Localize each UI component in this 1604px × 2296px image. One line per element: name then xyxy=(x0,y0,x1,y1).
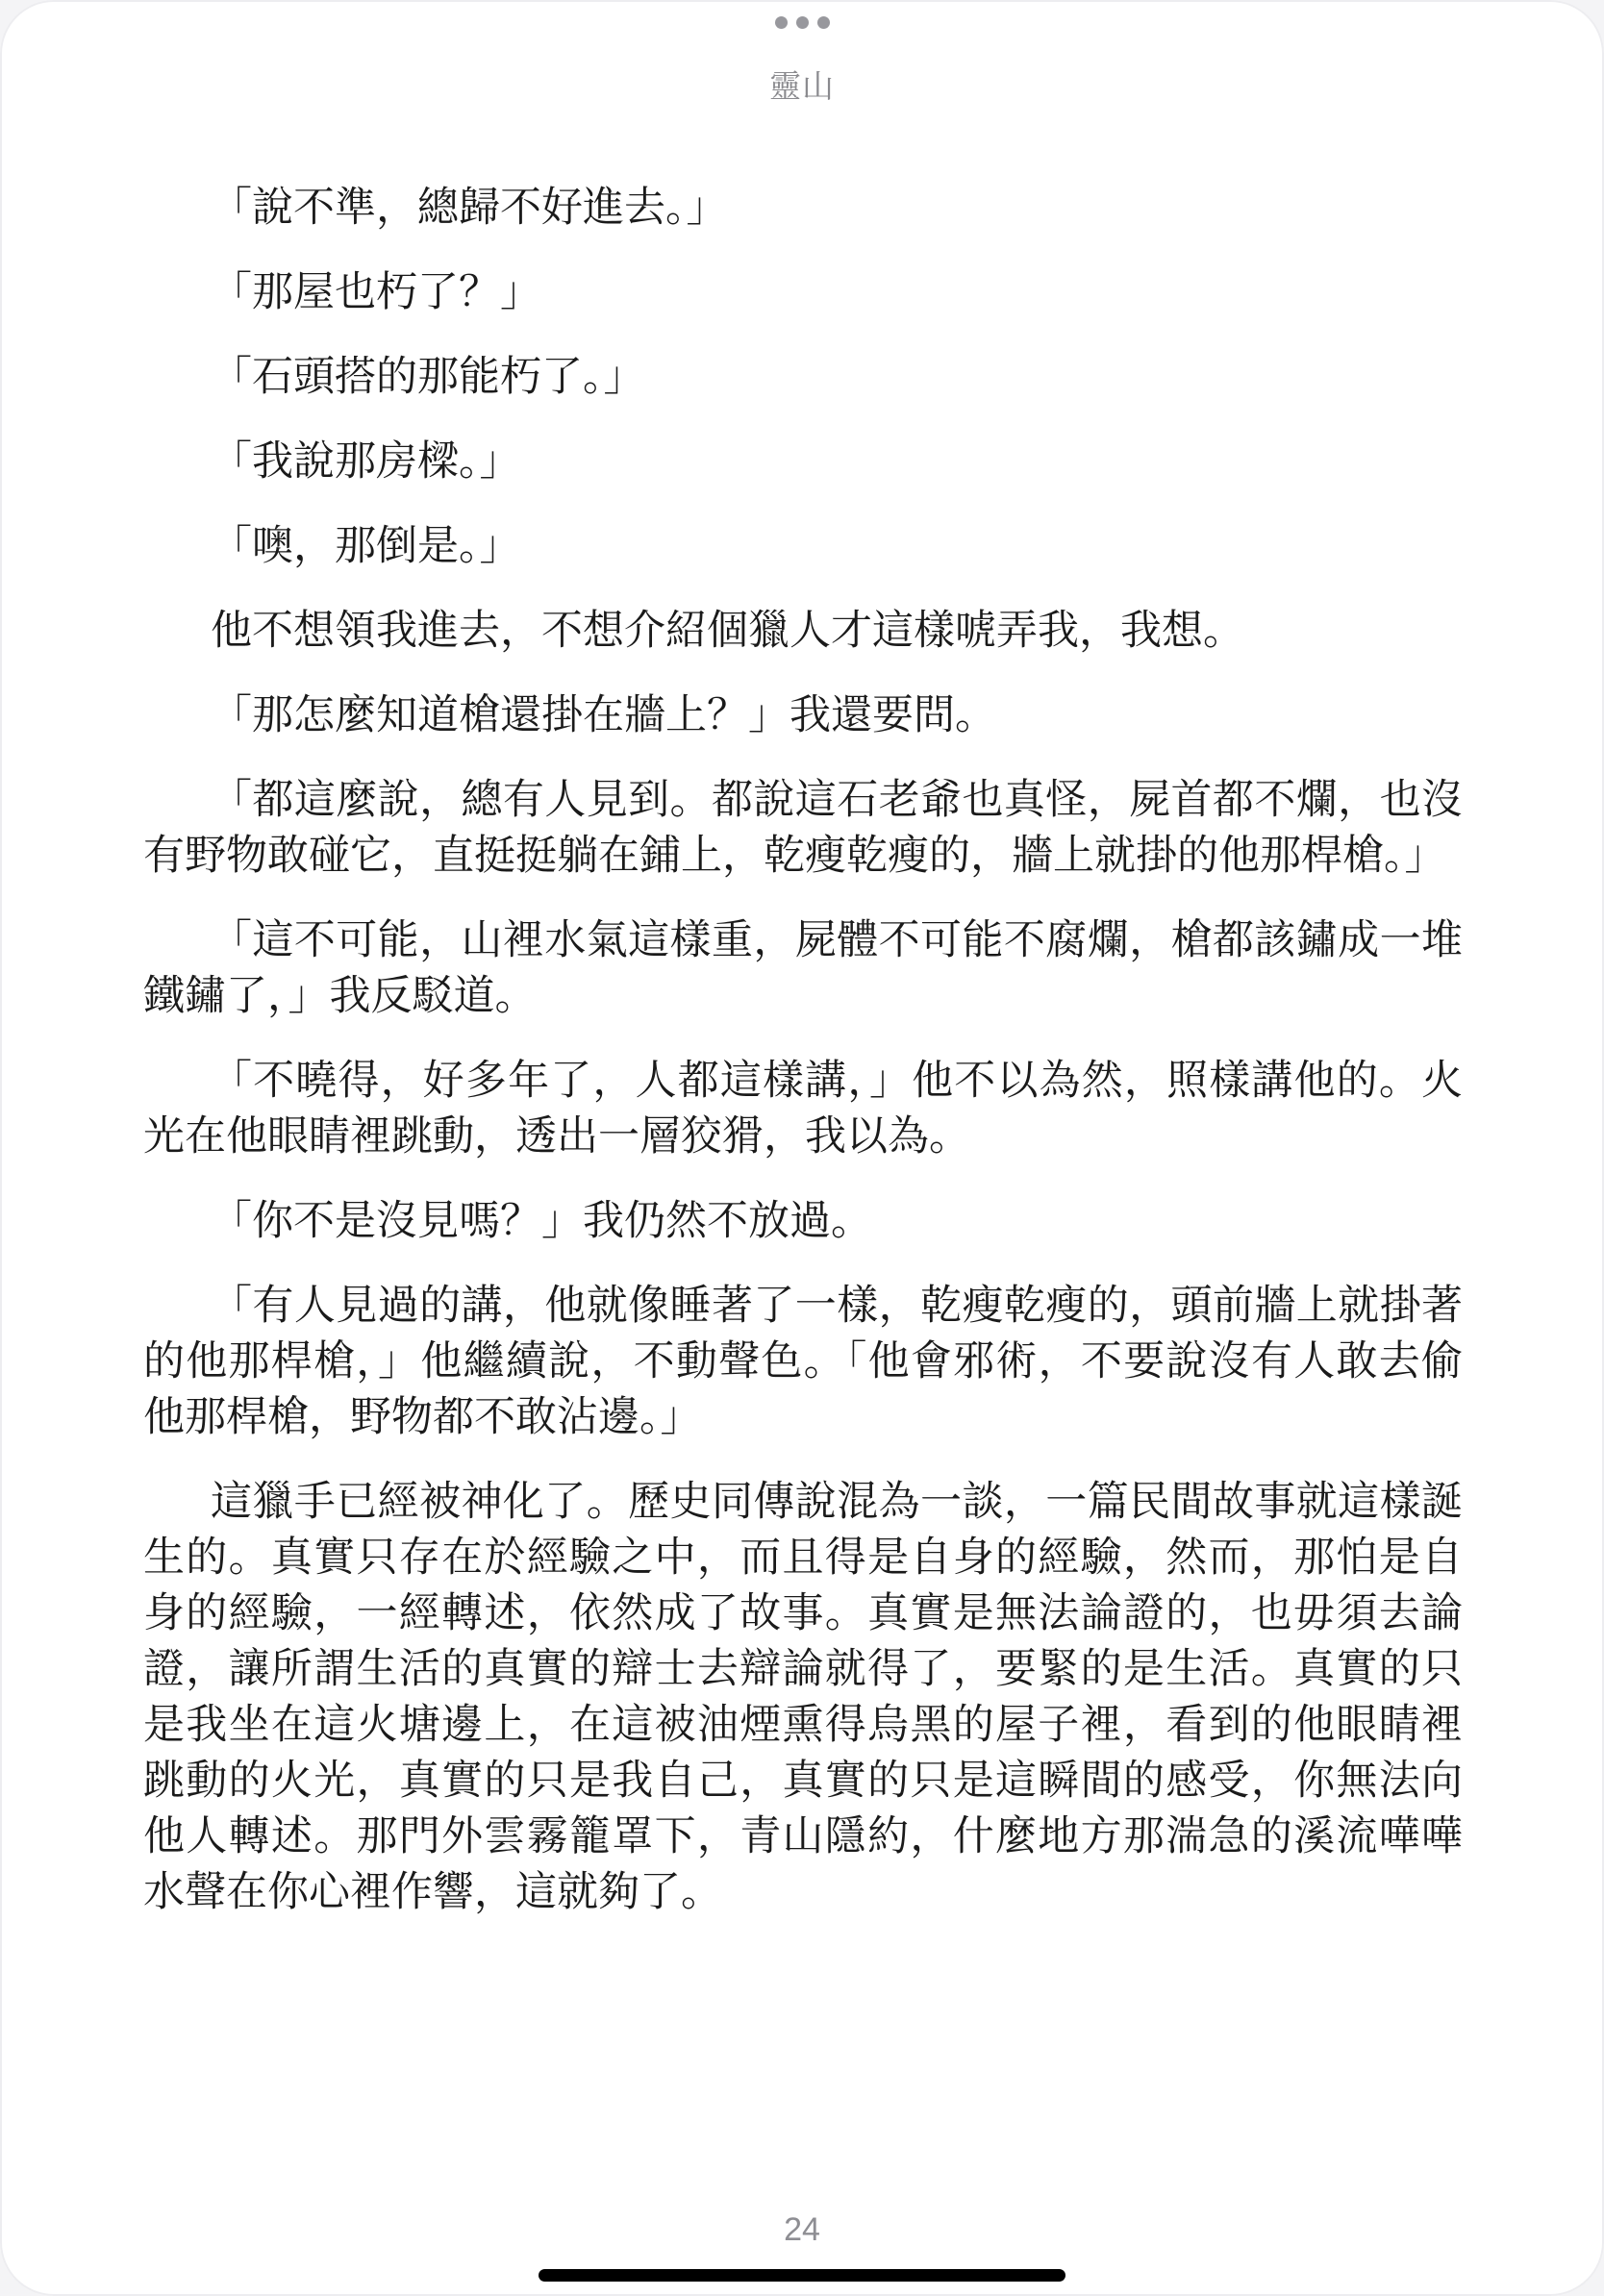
more-menu-icon[interactable] xyxy=(0,16,1604,29)
dialogue-paragraph: 「這不可能，山裡水氣這樣重，屍體不可能不腐爛，槍都該鏽成一堆鐵鏽了，」我反駁道。 xyxy=(143,917,1463,1019)
dot-icon xyxy=(817,16,830,29)
dialogue-paragraph: 「說不準，總歸不好進去。」 xyxy=(211,185,728,231)
book-title: 靈山 xyxy=(769,68,835,104)
reading-area[interactable] xyxy=(143,180,1463,1949)
page-number: 24 xyxy=(784,2211,820,2248)
dialogue-paragraph: 「石頭搭的那能朽了。」 xyxy=(211,354,645,400)
dialogue-paragraph: 「有人見過的講，他就像睡著了一樣，乾瘦乾瘦的，頭前牆上就掛著的他那桿槍，」他繼續說，不動聲色。「他會邪術，不要說沒有人敢去偷他那桿槍，野物都不敢沾邊。」 xyxy=(143,1283,1463,1440)
dialogue-paragraph: 「都這麼說，總有人見到。都說這石老爺也真怪，屍首都不爛，也沒有野物敢碰它，直挺挺躺在鋪上，乾瘦乾瘦的，牆上就掛的他那桿槍。」 xyxy=(143,777,1463,879)
home-indicator-bar[interactable] xyxy=(539,2269,1065,2282)
dialogue-paragraph: 「我說那房樑。」 xyxy=(211,438,521,485)
dialogue-paragraph: 「不曉得，好多年了，人都這樣講，」他不以為然，照樣講他的。火光在他眼睛裡跳動，透出一層狡猾，我以為。 xyxy=(143,1058,1463,1160)
dialogue-paragraph: 「那怎麼知道槍還掛在牆上？」我還要問。 xyxy=(211,692,996,738)
narration-paragraph: 他不想領我進去，不想介紹個獵人才這樣唬弄我，我想。 xyxy=(211,608,1244,654)
dialogue-paragraph: 「噢，那倒是。」 xyxy=(211,523,521,569)
dialogue-paragraph: 「那屋也朽了？」 xyxy=(211,269,541,315)
dot-icon xyxy=(775,16,788,29)
dialogue-paragraph: 「你不是沒見嗎？」我仍然不放過。 xyxy=(211,1198,872,1244)
dot-icon xyxy=(796,16,809,29)
narration-paragraph: 這獵手已經被神化了。歷史同傳說混為一談，一篇民間故事就這樣誕生的。真實只存在於經驗之中，而且得是自身的經驗，然而，那怕是自身的經驗，一經轉述，依然成了故事。真實是無法論證的，也毋須去論證，讓所謂生活的真實的辯士去辯論就得了，要緊的是生活。真實的只是我坐在這火塘邊上，在這被油煙熏得烏黑的屋子裡，看到的他眼睛裡跳動的火光，真實的只是我自己，真實的只是這瞬間的感受，你無法向他人轉述。那門外雲霧籠罩下，青山隱約，什麼地方那湍急的溪流嘩嘩水聲在你心裡作響，這就夠了。 xyxy=(143,1479,1463,1915)
